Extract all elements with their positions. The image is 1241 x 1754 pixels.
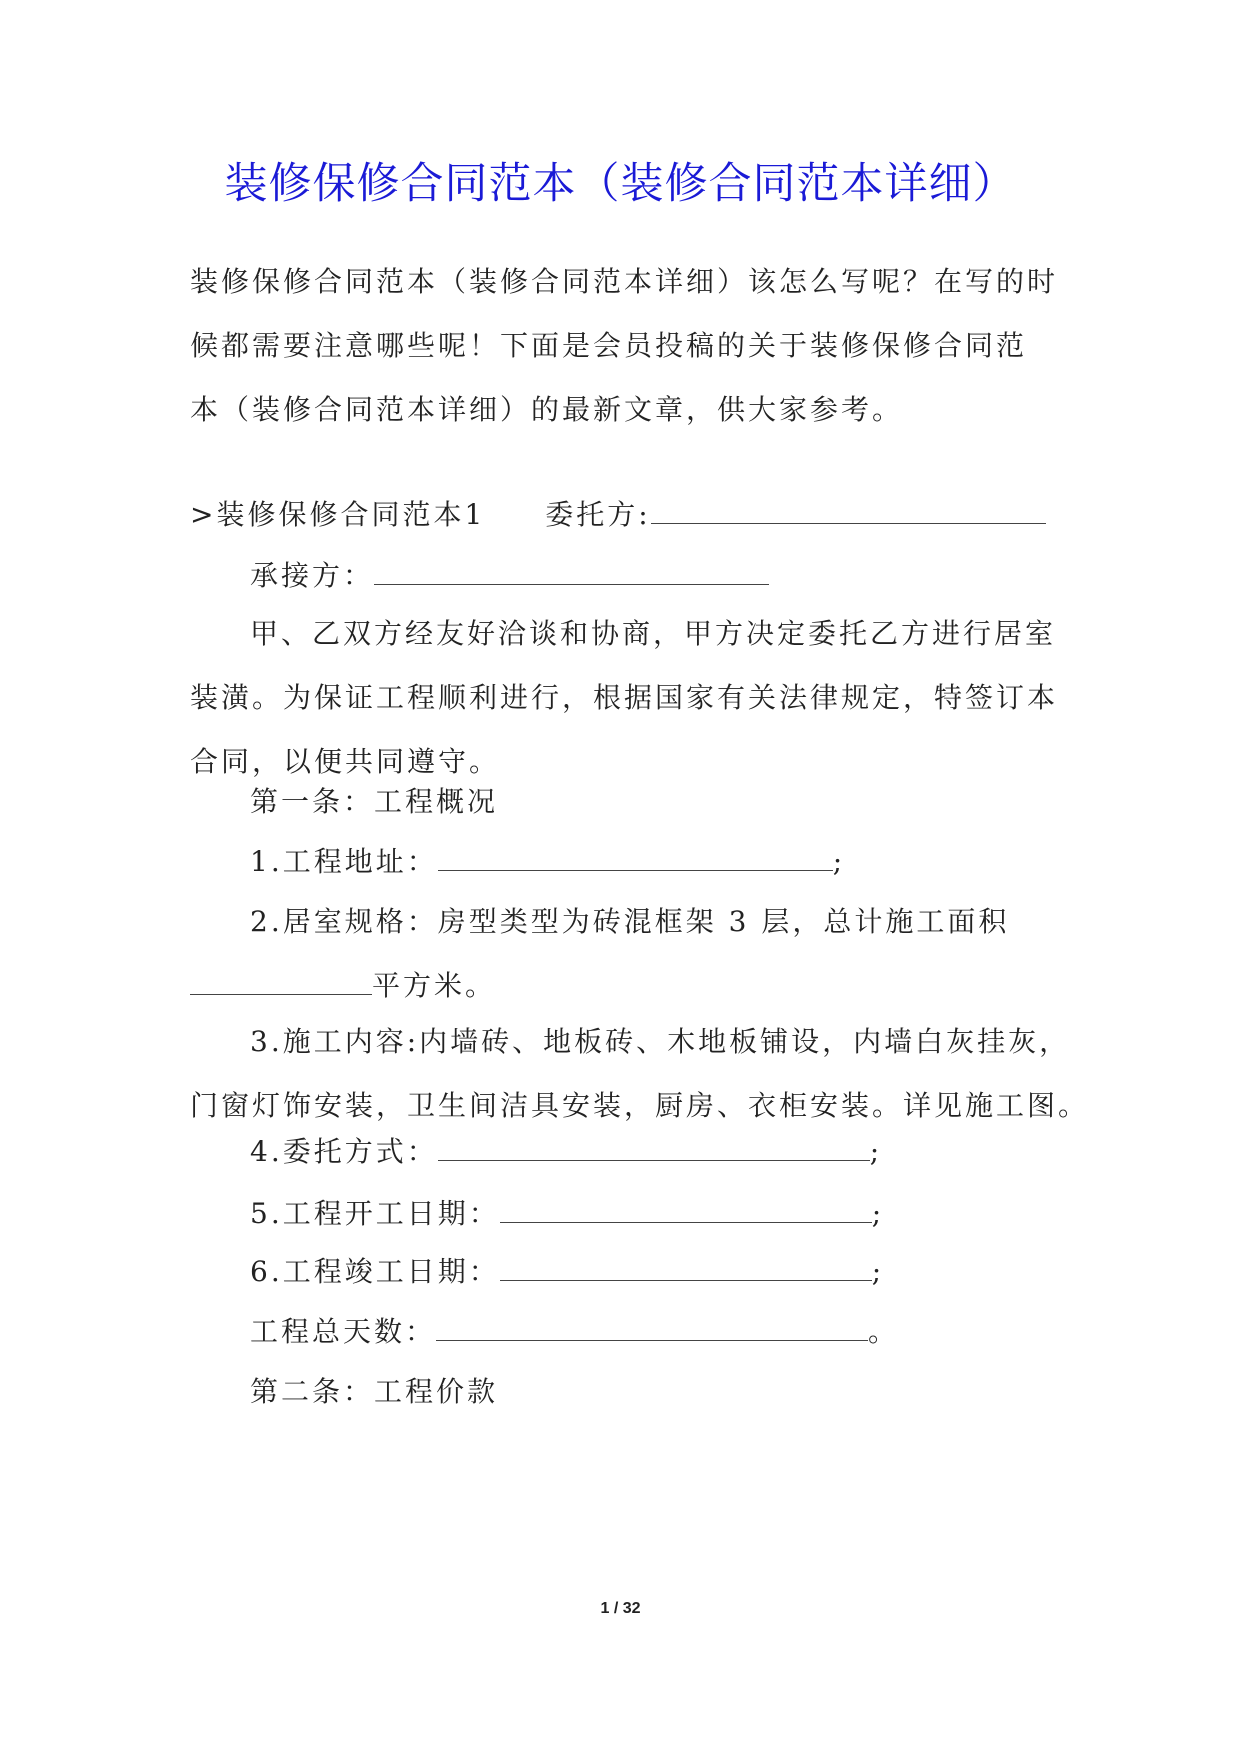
total-days-blank [436,1310,868,1341]
area-blank [190,964,372,995]
contractor-blank [374,554,769,585]
contractor-label: 承接方： [250,559,375,592]
item-1-label: 1.工程地址： [250,845,438,878]
item-5-end: ; [871,1197,885,1230]
section-heading: >装修保修合同范本1 [190,498,486,531]
item-2-line-2 [190,954,1050,1018]
item-6-end: ; [871,1255,885,1288]
item-4-label: 4.委托方式： [250,1135,438,1168]
section-heading-line [190,483,1050,547]
preamble-line-3: 合同，以便共同遵守。 [190,745,501,778]
preamble-paragraph [190,602,1059,794]
item-4-end: ; [869,1135,883,1168]
preamble-line-2: 装潢。为保证工程顺利进行，根据国家有关法律规定，特签订本 [190,681,1059,714]
item-5-label: 5.工程开工日期： [250,1197,500,1230]
item-6-line [250,1240,1110,1304]
item-3-line-1: 3.施工内容:内墙砖、地板砖、木地板铺设，内墙白灰挂灰， [250,1025,1071,1058]
item-1-end: ; [832,845,846,878]
intro-paragraph [190,250,1059,442]
item-1-blank [438,840,833,871]
total-days-line [250,1300,1110,1364]
article-1-heading: 第一条：工程概况 [250,785,499,818]
item-6-blank [500,1250,872,1281]
total-days-end: 。 [868,1315,900,1348]
item-1-line [250,830,1110,894]
item-2-paragraph [190,890,1050,1018]
client-label: 委托方: [545,498,651,531]
item-2-unit: 平方米。 [372,969,497,1002]
item-3-paragraph [190,1010,1090,1138]
preamble-line-1: 甲、乙双方经友好洽谈和协商，甲方决定委托乙方进行居室 [250,617,1057,650]
article-2-heading: 第二条：工程价款 [250,1375,499,1408]
page-number: 1 / 32 [600,1600,641,1617]
document-title: 装修保修合同范本（装修合同范本详细） [224,159,1017,209]
item-5-line [250,1182,1110,1246]
intro-line-3: 本（装修合同范本详细）的最新文章，供大家参考。 [190,393,904,426]
client-blank [651,493,1046,524]
item-6-label: 6.工程竣工日期： [250,1255,500,1288]
item-5-blank [500,1192,872,1223]
item-4-blank [438,1130,870,1161]
item-4-line [250,1120,1110,1184]
intro-line-2: 候都需要注意哪些呢！下面是会员投稿的关于装修保修合同范 [190,329,1028,362]
contractor-line [250,544,1110,608]
total-days-label: 工程总天数： [250,1315,437,1348]
item-3-line-2: 门窗灯饰安装，卫生间洁具安装，厨房、衣柜安装。详见施工图。 [190,1089,1090,1122]
intro-line-1: 装修保修合同范本（装修合同范本详细）该怎么写呢？在写的时 [190,265,1059,298]
item-2-line-1: 2.居室规格：房型类型为砖混框架 3 层，总计施工面积 [250,905,1010,938]
